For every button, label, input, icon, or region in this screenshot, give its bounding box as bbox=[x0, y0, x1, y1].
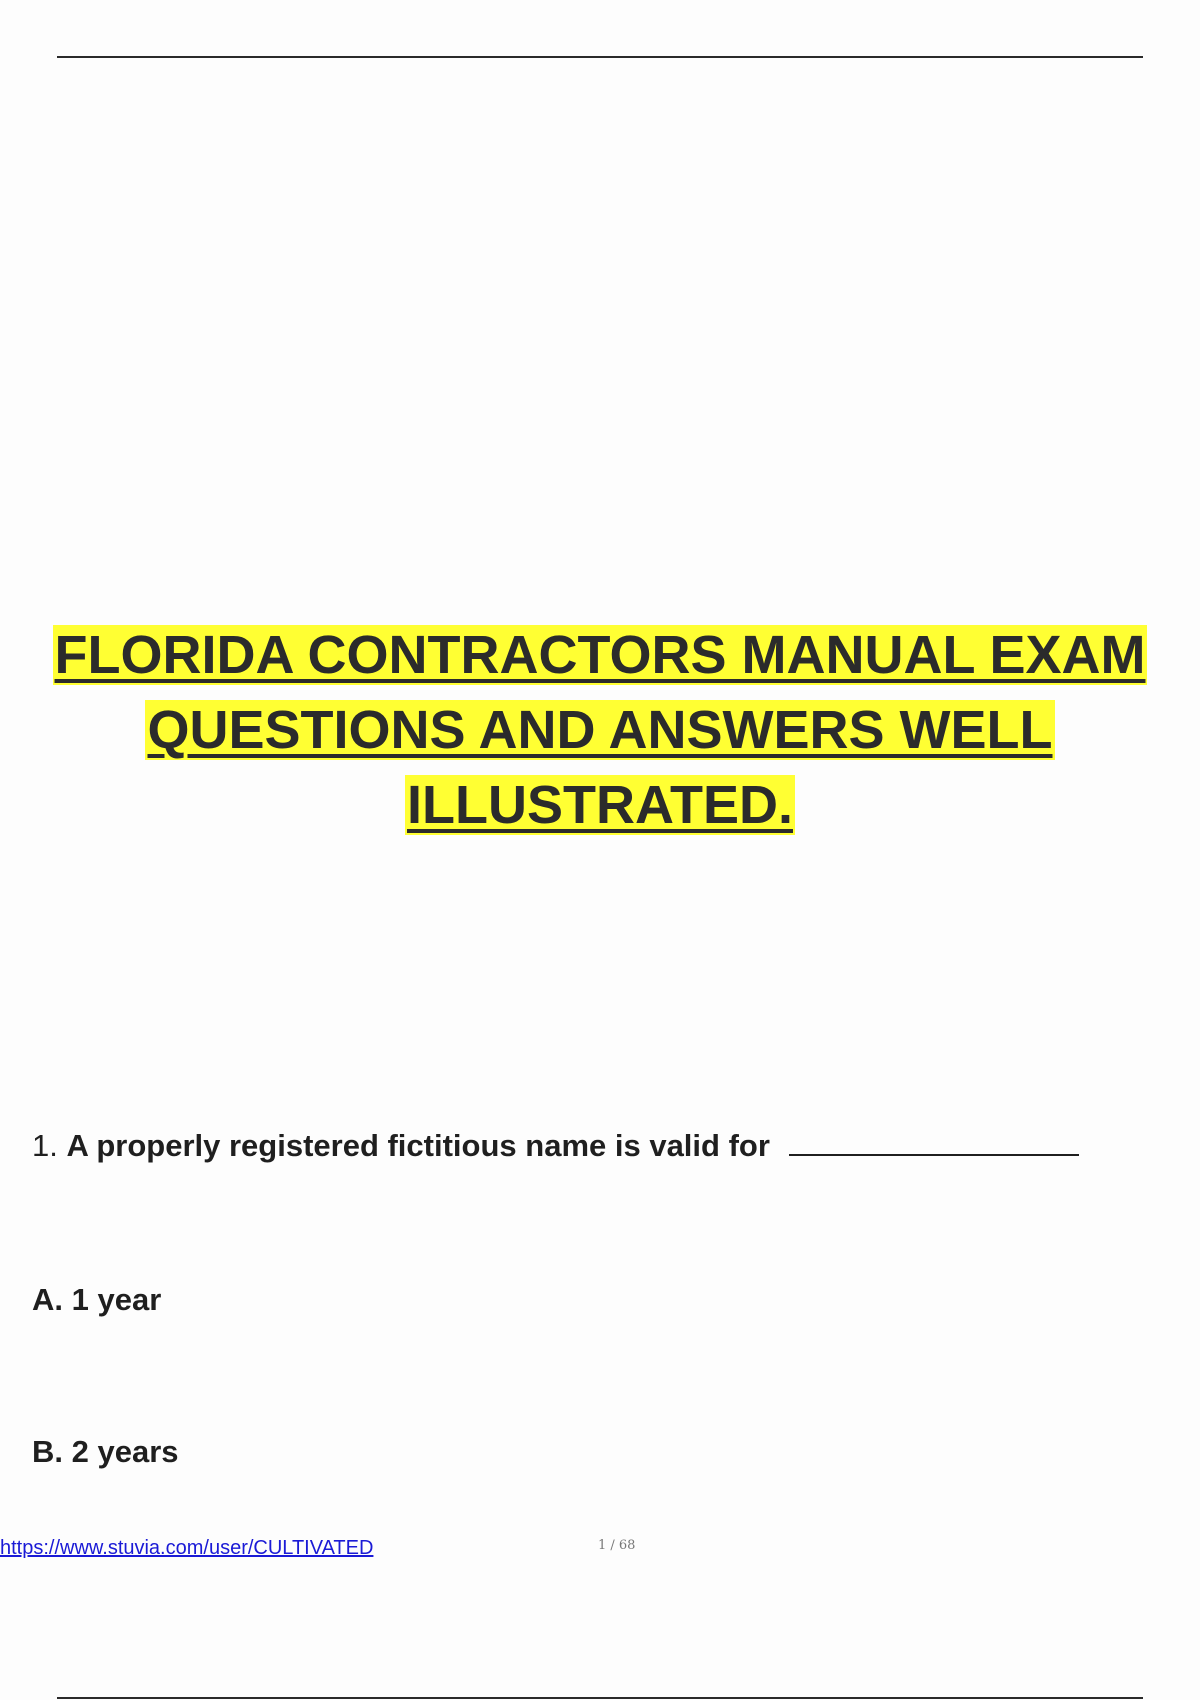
option-b: B. 2 years bbox=[32, 1434, 179, 1469]
document-title bbox=[0, 618, 1200, 843]
bottom-rule bbox=[57, 1697, 1143, 1699]
answer-blank bbox=[789, 1130, 1079, 1156]
top-rule bbox=[57, 56, 1143, 58]
question-text: A properly registered fictitious name is valid for bbox=[66, 1128, 770, 1163]
page-indicator: 1 / 68 bbox=[598, 1538, 636, 1553]
footer-source-link[interactable]: https://www.stuvia.com/user/CULTIVATED bbox=[0, 1537, 374, 1559]
question-number: 1. bbox=[32, 1128, 58, 1163]
option-a: A. 1 year bbox=[32, 1282, 162, 1317]
title-line-1: FLORIDA CONTRACTORS MANUAL EXAM bbox=[54, 625, 1146, 685]
title-line-2: QUESTIONS AND ANSWERS WELL bbox=[147, 700, 1053, 760]
title-line-3: ILLUSTRATED. bbox=[407, 775, 793, 835]
question-1 bbox=[32, 1128, 1079, 1164]
